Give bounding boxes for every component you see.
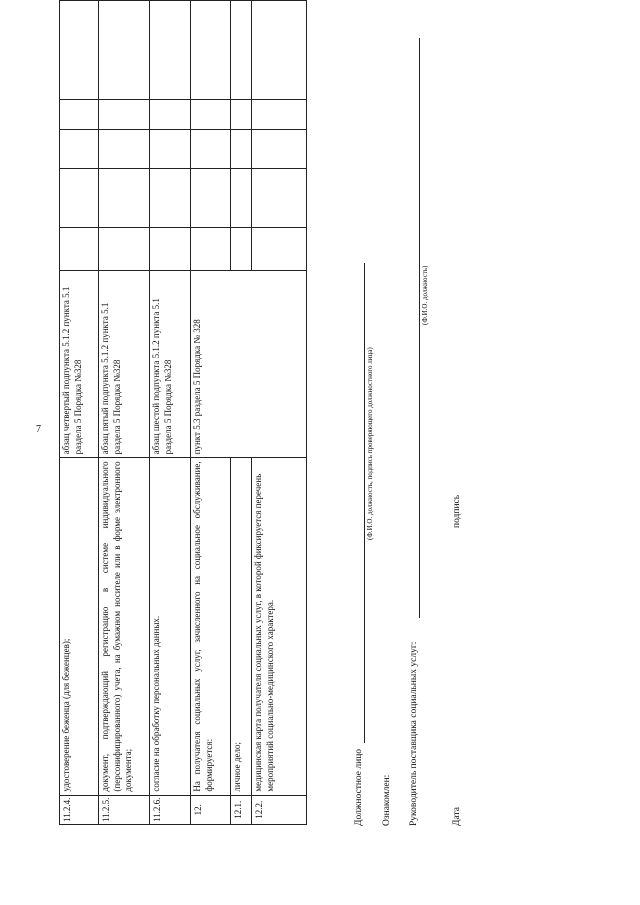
empty-cell [191,1,231,100]
table-row [150,1,191,825]
table-row [60,1,99,825]
empty-cell [191,129,231,168]
empty-cell [60,227,99,270]
row-basis: абзац пятый подпункта 5.1.2 пункта 5.1 раздела 5 Порядка №328 [99,271,150,458]
empty-cell [150,1,191,100]
table-row [191,1,231,825]
empty-cell [231,1,252,100]
row-number: 11.2.4. [60,795,99,824]
empty-cell [150,129,191,168]
empty-cell [60,169,99,228]
requirements-table [59,0,307,825]
empty-cell [60,1,99,100]
empty-cell [231,227,252,270]
row-number: 11.2.5. [99,795,150,824]
row-basis: абзац четвертый подпункта 5.1.2 пункта 5.1 раздела 5 Порядка №328 [60,271,99,458]
head-label: Руководитель поставщика социальных услуг: [409,641,419,826]
empty-cell [231,100,252,130]
official-label: Должностное лицо [354,748,364,826]
empty-cell [252,100,307,130]
empty-cell [99,1,150,100]
empty-cell [99,227,150,270]
row-text: медицинская карта получателя социальных услуг, в которой фиксируется перечень мероприятий социально-медицинского характера. [252,458,307,795]
empty-cell [150,227,191,270]
row-text: согласие на обработку персональных данных. [150,458,191,795]
empty-cell [191,100,231,130]
page-number: 7 [36,424,41,435]
signature-word: подпись [452,494,462,528]
official-signature-line [364,263,365,743]
empty-cell [231,129,252,168]
row-basis: пункт 5.3 раздела 5 Порядка № 328 [191,271,307,458]
empty-cell [99,100,150,130]
empty-cell [150,169,191,228]
head-signature-line [419,38,420,618]
table-row [99,1,150,825]
row-number: 12.2. [252,795,307,824]
row-text: личное дело; [231,458,252,795]
row-text: документ, подтверждающий регистрацию в системе индивидуального (персонифицированного) учета, на бумажном носителе или в форме электронного документа; [99,458,150,795]
empty-cell [150,100,191,130]
empty-cell [252,129,307,168]
row-number: 11.2.6. [150,795,191,824]
empty-cell [60,129,99,168]
row-number: 12. [191,795,231,824]
empty-cell [252,1,307,100]
empty-cell [99,129,150,168]
acquainted-label: Ознакомлен: [382,774,392,826]
empty-cell [60,100,99,130]
empty-cell [231,169,252,228]
empty-cell [191,169,231,228]
official-caption: (Ф.И.О. должность, подпись проверяющего должностного лица) [366,347,374,540]
empty-cell [191,227,231,270]
empty-cell [252,227,307,270]
row-basis: абзац шестой подпункта 5.1.2 пункта 5.1 раздела 5 Порядка №328 [150,271,191,458]
row-text: удостоверение беженца (для беженцев); [60,458,99,795]
head-caption: (Ф.И.О. должность) [421,265,429,325]
empty-cell [252,169,307,228]
row-number: 12.1. [231,795,252,824]
empty-cell [99,169,150,228]
date-label: Дата [452,807,462,826]
row-text: На получателя социальных услуг, зачисленного на социальное обслуживание, формируется: [191,458,231,795]
